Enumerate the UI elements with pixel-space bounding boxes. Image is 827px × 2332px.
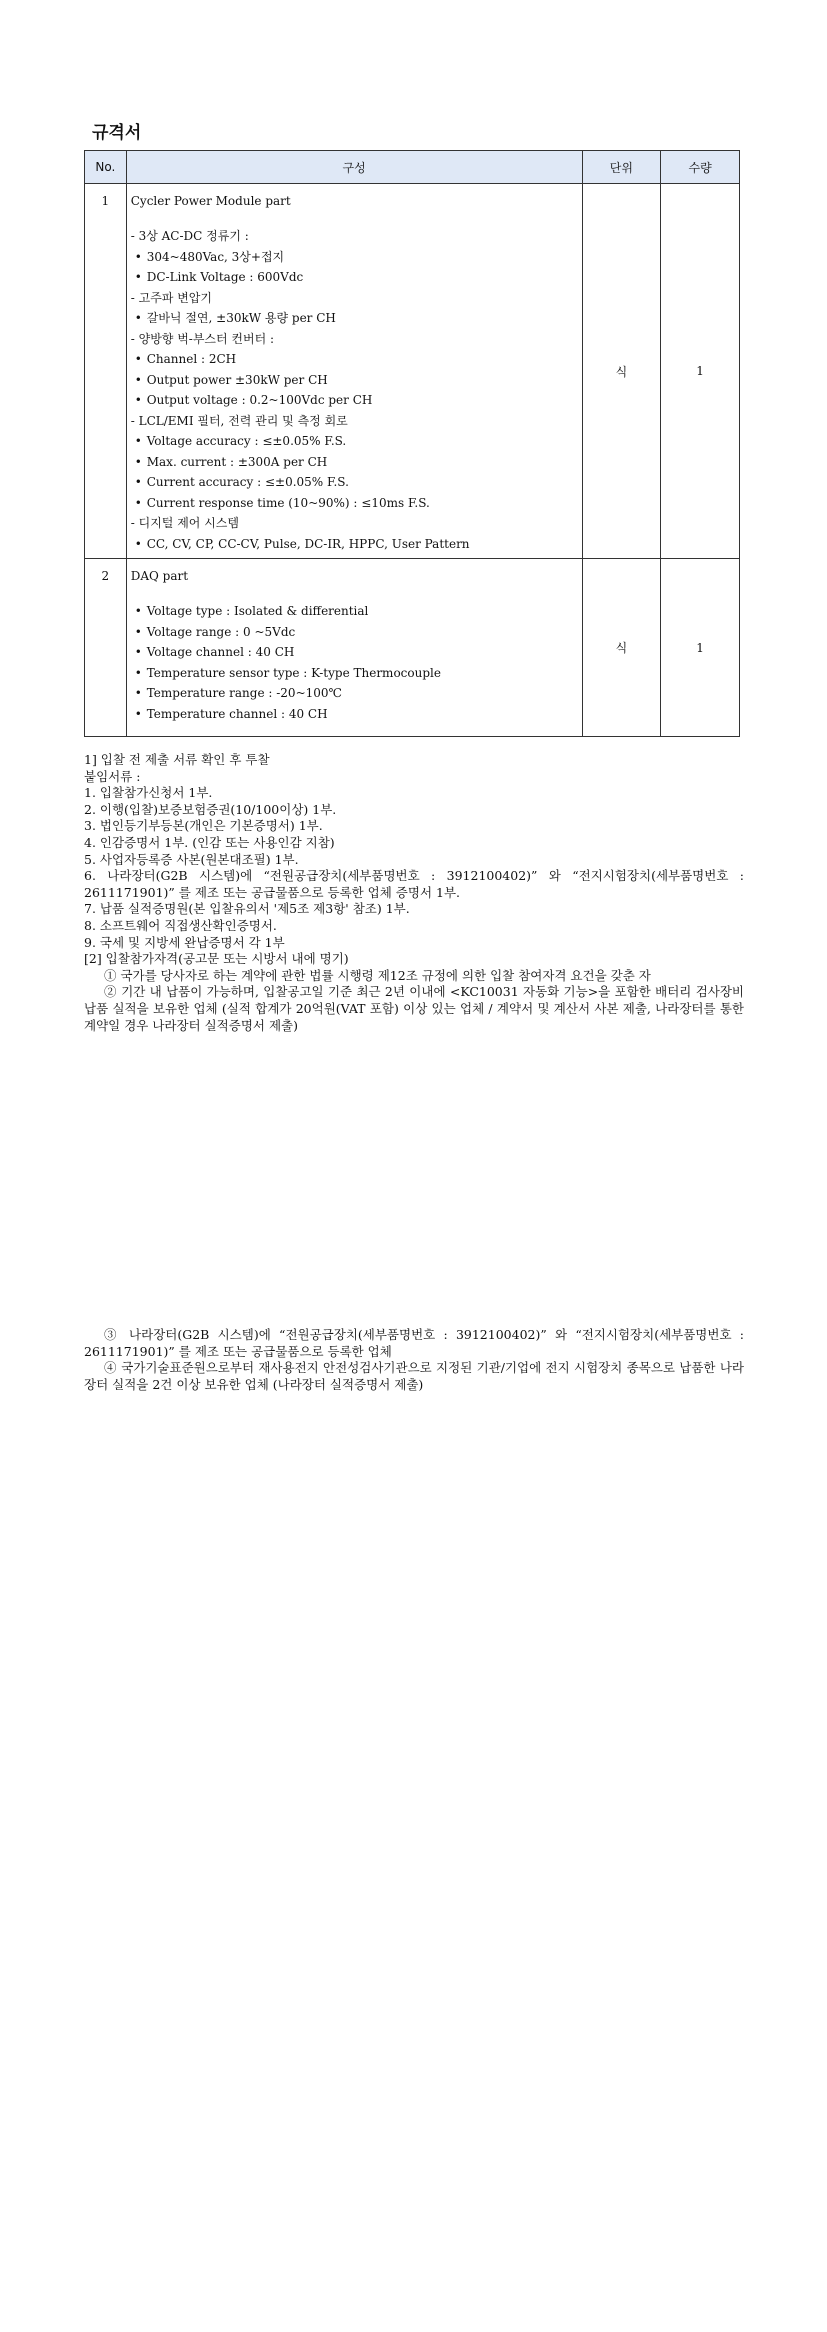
spec-bullet-item: • 갈바닉 절연, ±30kW 용량 per CH [131,308,578,329]
part-title: DAQ part [130,569,189,583]
spec-bullet-item: • Max. current : ±300A per CH [131,452,578,473]
note-item: 4. 인감증명서 1부. (인감 또는 사용인감 지참) [84,834,335,850]
header-unit: 단위 [582,151,661,184]
note-item: 6. 나라장터(G2B 시스템)에 “전원공급장치(세부품명번호 : 3912100402)” 와 “전지시험장치(세부품명번호 : 2611171901)” 를 제조 또는 공급물품으로 등록한 업체 증명서 1부. [84,868,744,900]
spec-bullet-item: • Current response time (10~90%) : ≤10ms F.S. [131,493,578,514]
spec-bullet-item: • Voltage range : 0 ~5Vdc [131,622,578,643]
spec-table [84,150,740,737]
notes-section [84,752,744,1034]
note-heading: 1] 입찰 전 제출 서류 확인 후 투찰 [84,752,270,767]
page-title: 규격서 [92,123,142,143]
note-item: 9. 국세 및 지방세 완납증명서 각 1부 [84,934,285,950]
spec-lines [131,601,578,724]
header-no: No. [85,151,127,184]
spec-section-label: - LCL/EMI 필터, 전력 관리 및 측정 회로 [130,413,348,428]
table-header-row [85,151,740,184]
spec-section-label: - 양방향 벅-부스터 컨버터 : [130,331,275,346]
row-quantity: 1 [661,559,740,737]
note-item: 1. 입찰참가신청서 1부. [84,785,213,801]
spec-bullet-item: • Temperature range : -20~100℃ [131,683,578,704]
spec-bullet-item: • Temperature sensor type : K-type Thermocouple [131,663,578,684]
note-heading: [2] 입찰참가자격(공고문 또는 시방서 내에 명기) [84,951,349,967]
spec-bullet-item: • Output voltage : 0.2~100Vdc per CH [131,390,578,411]
note-item: 3. 법인등기부등본(개인은 기본증명서) 1부. [84,818,323,834]
spec-bullet-item: • Voltage accuracy : ≤±0.05% F.S. [131,431,578,452]
part-title: Cycler Power Module part [130,194,291,208]
row-composition [126,184,582,559]
note-attachments-label: 붙임서류 : [84,768,141,784]
spec-section-label: - 고주파 변압기 [130,290,212,305]
note-item: ④ 국가기술표준원으로부터 재사용전지 안전성검사기관으로 지정된 기관/기업에 전지 시험장치 종목으로 납품한 나라장터 실적을 2건 이상 보유한 업체 (나라장터 실적증명서 제출) [84,1360,744,1392]
row-unit: 식 [582,184,661,559]
spec-section-label: - 디지털 제어 시스템 [130,516,239,530]
table-row [85,184,740,559]
spec-bullet-item: • Voltage channel : 40 CH [131,642,578,663]
header-composition: 구성 [126,151,582,184]
row-no: 1 [85,184,127,559]
spec-bullet-item: • Channel : 2CH [131,349,578,370]
spec-lines [131,226,578,554]
notes-section-continued [84,1327,744,1393]
header-quantity: 수량 [661,151,740,184]
spec-bullet-item: • Voltage type : Isolated & differential [131,601,578,622]
note-item: 5. 사업자등록증 사본(원본대조필) 1부. [84,851,299,867]
note-item: ① 국가를 당사자로 하는 계약에 관한 법률 시행령 제12조 규정에 의한 입찰 참여자격 요건을 갖춘 자 [104,967,651,983]
spec-bullet-item: • Current accuracy : ≤±0.05% F.S. [131,472,578,493]
row-no: 2 [85,559,127,737]
spec-bullet-item: • 304~480Vac, 3상+접지 [131,247,578,268]
spec-bullet-item: • Output power ±30kW per CH [131,370,578,391]
table-row [85,559,740,737]
note-item: 7. 납품 실적증명원(본 입찰유의서 '제5조 제3항' 참조) 1부. [84,901,410,917]
row-quantity: 1 [661,184,740,559]
row-composition [126,559,582,737]
note-item: 8. 소프트웨어 직접생산확인증명서. [84,917,277,933]
row-unit: 식 [582,559,661,737]
note-item: 2. 이행(입찰)보증보험증권(10/100이상) 1부. [84,801,337,817]
spec-bullet-item: • CC, CV, CP, CC-CV, Pulse, DC-IR, HPPC, User Pattern [131,534,578,555]
note-item: ③ 나라장터(G2B 시스템)에 “전원공급장치(세부품명번호 : 3912100402)” 와 “전지시험장치(세부품명번호 : 2611171901)” 를 제조 또는 공급물품으로 등록한 업체 [84,1327,744,1359]
spec-section-label: - 3상 AC-DC 정류기 : [130,229,249,243]
spec-bullet-item: • DC-Link Voltage : 600Vdc [131,267,578,288]
note-item: ② 기간 내 납품이 가능하며, 입찰공고일 기준 최근 2년 이내에 <KC10031 자동화 기능>을 포함한 배터리 검사장비 납품 실적을 보유한 업체 (실적 합계가 20억원(VAT 포함) 이상 있는 업체 / 계약서 및 계산서 사본 제출, 나라장터를 통한 계약일 경우 나라장터 실적증명서 제출) [84,984,744,1033]
spec-bullet-item: • Temperature channel : 40 CH [131,704,578,725]
